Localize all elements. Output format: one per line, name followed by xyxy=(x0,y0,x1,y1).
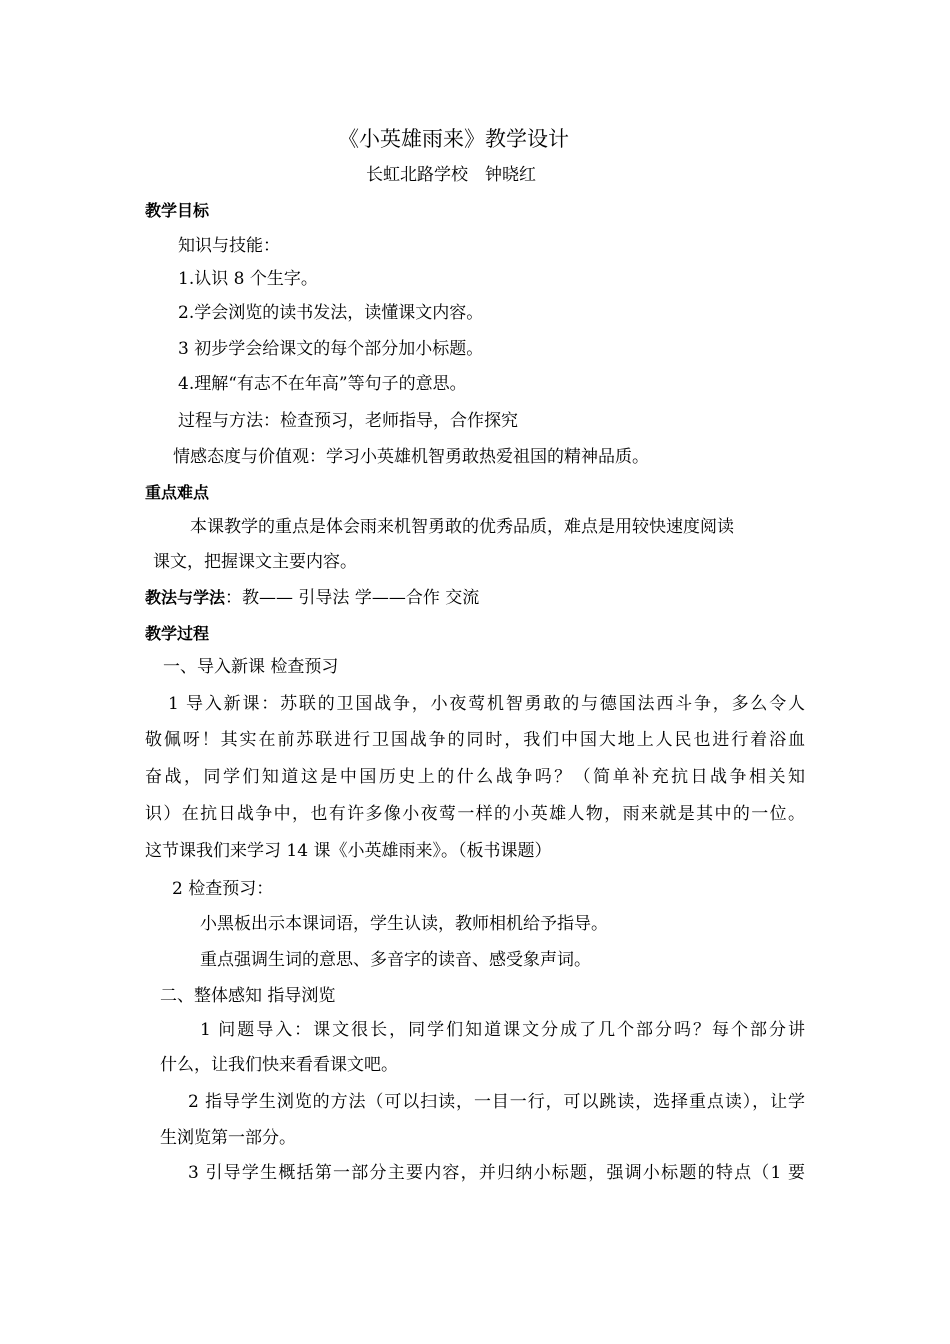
goals-knowledge-label: 知识与技能： xyxy=(178,236,280,256)
document-title: 《小英雄雨来》教学设计 xyxy=(338,127,569,151)
process-part1-title: 一、导入新课 检查预习 xyxy=(163,657,339,677)
heading-key-points: 重点难点 xyxy=(145,483,210,502)
process-check-title: 2 检查预习： xyxy=(172,879,274,899)
document-author: 长虹北路学校 钟晓红 xyxy=(366,165,536,185)
goals-item: 3 初步学会给课文的每个部分加小标题。 xyxy=(178,339,484,359)
process-part2-line: 3 引导学生概括第一部分主要内容，并归纳小标题，强调小标题的特点（1 要 xyxy=(188,1163,805,1183)
process-part2-title: 二、整体感知 指导浏览 xyxy=(160,986,336,1006)
goals-item: 1.认识 8 个生字。 xyxy=(178,269,318,289)
goals-process: 过程与方法：检查预习，老师指导，合作探究 xyxy=(178,411,518,431)
process-part2-line: 2 指导学生浏览的方法（可以扫读，一目一行，可以跳读，选择重点读），让学 xyxy=(188,1092,805,1112)
method-text: ：教—— 引导法 学——合作 交流 xyxy=(225,588,480,608)
process-check-line: 重点强调生词的意思、多音字的读音、感受象声词。 xyxy=(200,950,591,970)
process-part1-line: 识）在抗日战争中，也有许多像小夜莺一样的小英雄人物，雨来就是其中的一位。 xyxy=(145,804,805,824)
process-part1-line: 1 导入新课：苏联的卫国战争，小夜莺机智勇敢的与德国法西斗争，多么令人 xyxy=(168,694,805,714)
process-part1-line: 这节课我们来学习 14 课《小英雄雨来》。（板书课题） xyxy=(145,841,552,861)
method-line xyxy=(145,587,479,609)
heading-process: 教学过程 xyxy=(145,624,210,643)
process-part2-line: 什么，让我们快来看看课文吧。 xyxy=(160,1055,398,1075)
process-part1-line: 奋战，同学们知道这是中国历史上的什么战争吗？（简单补充抗日战争相关知 xyxy=(145,767,805,787)
process-part2-line: 生浏览第一部分。 xyxy=(160,1128,296,1148)
process-part1-line: 敬佩呀！其实在前苏联进行卫国战争的同时，我们中国大地上人民也进行着浴血 xyxy=(145,730,805,750)
goals-item: 4.理解“有志不在年高”等句子的意思。 xyxy=(178,374,467,394)
key-points-line: 本课教学的重点是体会雨来机智勇敢的优秀品质，难点是用较快速度阅读 xyxy=(190,517,734,537)
key-points-line: 课文，把握课文主要内容。 xyxy=(153,552,357,572)
process-check-line: 小黑板出示本课词语，学生认读，教师相机给予指导。 xyxy=(200,914,608,934)
goals-emotion: 情感态度与价值观：学习小英雄机智勇敢热爱祖国的精神品质。 xyxy=(173,447,649,467)
process-part2-line: 1 问题导入：课文很长，同学们知道课文分成了几个部分吗？每个部分讲 xyxy=(200,1020,805,1040)
heading-goals: 教学目标 xyxy=(145,201,210,220)
goals-item: 2.学会浏览的读书发法，读懂课文内容。 xyxy=(178,303,484,323)
heading-method: 教法与学法 xyxy=(145,588,226,607)
